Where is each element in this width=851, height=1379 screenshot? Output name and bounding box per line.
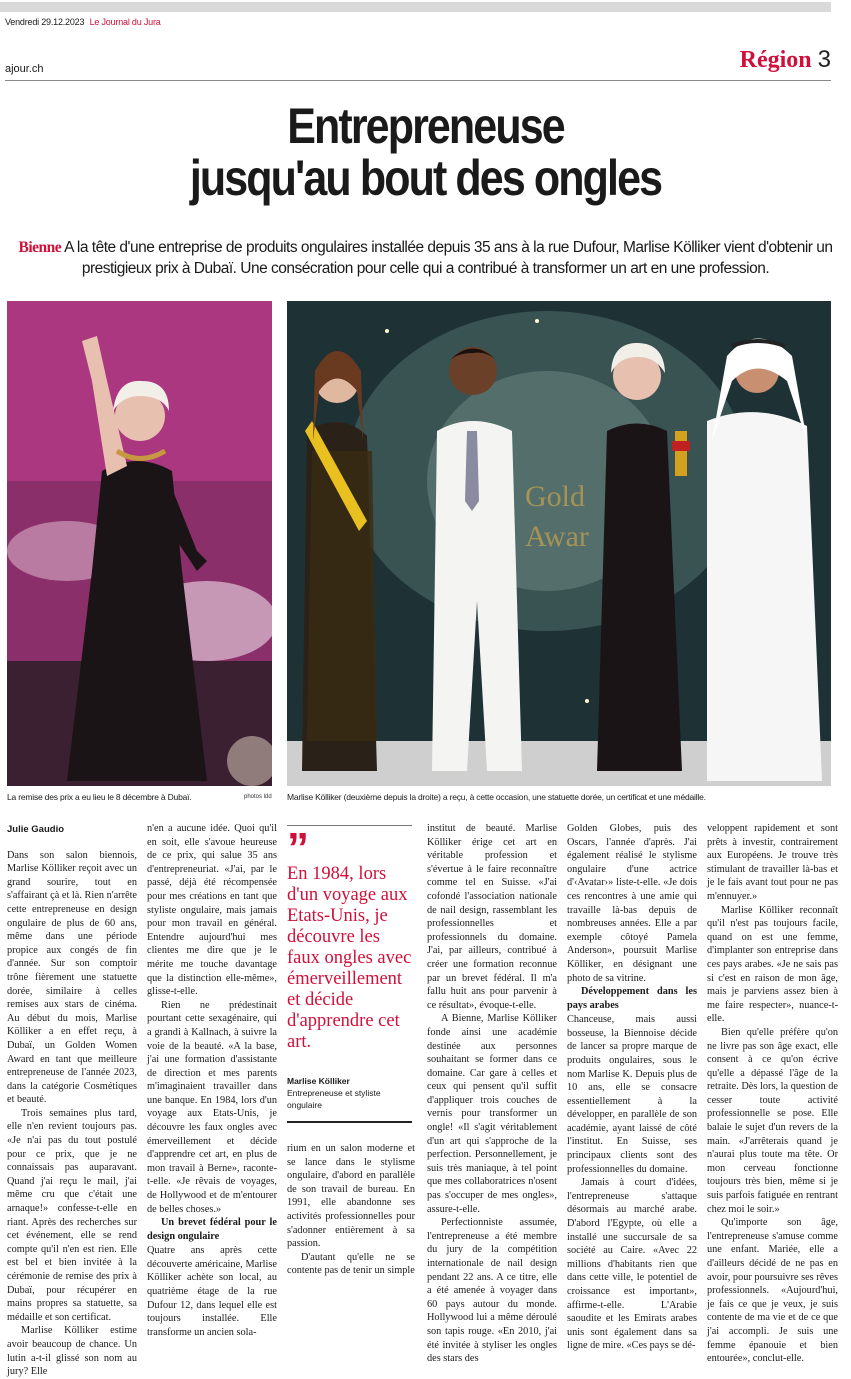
paragraph: Rien ne prédestinait pourtant cette sexagénaire, qui a grandi à Kallnach, à suivre la voie de la beauté. «A la base, j'ai une formation d'assistante de direction et mes parents m'imaginaient travailler dans une banque. En 1984, lors d'un voyage aux Etats-Unis, je découvre les faux ongles avec émerveillement et décide d'apprendre cet art, en plus de mon travail à Berne», raconte-t-elle. «Je rêvais de voyages, de Hollywood et de m'entourer de belles choses.» <box>147 999 277 1215</box>
svg-text:Gold: Gold <box>525 480 585 513</box>
article-column-6 <box>707 822 838 1366</box>
paragraph: Dans son salon biennois, Marlise Kölliker reçoit avec un grand sourire, tout en s'affairant çà et là. Rien n'arrête cette entrepreneuse en design ongulaire de plus de 60 ans, même dans une période propice aux congés de fin d'année. Sur son comptoir trône fièrement une statuette dorée, similaire à celles remises aux stars de cinéma. Au début du mois, Marlise Kölliker a en effet reçu, à Dubaï, un Golden Women Award en tant que meilleure entrepreneuse de l'année 2023, dans la catégorie Cosmétiques et beauté. <box>7 849 137 1106</box>
photo-award-stage-illustration <box>287 301 831 786</box>
photo-credit: photos ldd <box>244 794 272 800</box>
pull-quote-attribution <box>287 1075 412 1111</box>
paragraph: Marlise Kölliker reconnaît qu'il n'est pas toujours facile, quand on est une femme, d'implanter son entreprise dans ces pays arabes. «Je ne sais pas si c'est en raison de mon âge, mais je parviens assez bien à me faire respecter», nuance-t-elle. <box>707 904 838 1025</box>
dateline <box>5 17 161 27</box>
pull-quote-name: Marlise Kölliker <box>287 1076 350 1086</box>
paragraph: Jamais à court d'idées, l'entrepreneuse s'attaque désormais au marché arabe. D'abord l'Egypte, où elle a installé une succursale de sa société au Caire. «Avec 22 millions d'habitants rien que dans cette ville, le potentiel de croissance est important», affirme-t-elle. L'Arabie saoudite et les Emirats arabes unis sont également dans sa ligne de mire. «Ces pays se dé- <box>567 1177 697 1352</box>
paragraph: Quatre ans après cette découverte américaine, Marlise Kölliker achète son local, au quatrième étage de la rue Dufour 12, dans lequel elle est toujours installée. Elle transforme un ancien sola- <box>147 1245 277 1338</box>
paragraph: rium en un salon moderne et se lance dans le stylisme ongulaire, d'abord en parallèle de son travail de bureau. En 1991, elle abandonne ses activités professionnelles pour s'adonner entièrement à sa passion. <box>287 1143 415 1250</box>
paragraph: Bien qu'elle préfère qu'on ne livre pas son âge exact, elle consent à ce qu'on écrive qu'elle a dépassé l'âge de la retraite. Dès lors, la question de cesser toute activité professionnelle se pose. Elle balaie le sujet d'un revers de la main. «J'arrêterais quand je n'aurai plus toute ma tête. Or mon cerveau fonctionne toujours très bien, même si je suis parfois fatiguée en rentrant chez moi le soir.» <box>707 1026 838 1215</box>
website-link[interactable]: ajour.ch <box>5 63 44 75</box>
paragraph: Trois semaines plus tard, elle n'en revient toujours pas. «Je n'ai pas du tout postulé pour ce prix, que je ne connaissais pas auparavant. Quand j'ai reçu le mail, j'ai même cru que c'était une arnaque!» confesse-t-elle en riant. Après des recherches sur cet événement, elle se rend compte qu'il n'en est rien. Elle est bel et bien invitée à la cérémonie de remise des prix à Dubaï, pour récupérer en mains propres sa statuette, sa médaille et son certificat. <box>7 1107 137 1323</box>
paragraph: veloppent rapidement et sont prêts à investir, contrairement aux Européens. Je trouve très stimulant de travailler là-bas et je le fais avant tout pour ne pas m'ennuyer.» <box>707 823 838 902</box>
paragraph: Marlise Kölliker estime avoir beaucoup de chance. Un lutin a-t-il glissé son nom au jury? Elle <box>7 1325 137 1378</box>
paragraph: A Bienne, Marlise Kölliker fonde ainsi une académie destinée aux personnes souhaitant se former dans ce domaine. Car gare à celles et ceux qui pensent qu'il suffit d'appliquer trois couches de vernis pour transformer un ongle! «Il s'agit véritablement d'un art qui s'approche de la perfection. Personnellement, je suis très maniaque, à tel point que mes collaboratrices n'osent pas s'occuper de mes ongles», assure-t-elle. <box>427 1013 557 1215</box>
headline-line-2: jusqu'au bout des ongles <box>189 150 662 206</box>
article-column-4 <box>427 822 557 1366</box>
article-column-2 <box>147 822 277 1339</box>
top-bar <box>0 2 831 12</box>
quote-mark-icon: ” <box>287 824 305 873</box>
pull-quote-text: En 1984, lors d'un voyage aux Etats-Unis, je découvre les faux ongles avec émerveillement et décide d'apprendre cet art. <box>287 864 412 1052</box>
section-name: Région <box>739 47 812 73</box>
photo-woman-waving-illustration <box>7 301 272 786</box>
paragraph: D'autant qu'elle ne se contente pas de tenir un simple <box>287 1251 415 1277</box>
paragraph: n'en a aucune idée. Quoi qu'il en soit, elle s'avoue heureuse de ce prix, qui salue 35 ans d'entrepreneuriat. «J'ai, par le passé, déjà été récompensée pour mes créations en tant que styliste ongulaire, mais jamais pour mon travail en général. Entendre aujourd'hui mes clientes me dire que je le mérite me touche davantage que la distinction elle-même», glisse-t-elle. <box>147 823 277 998</box>
lead-paragraph <box>10 237 841 279</box>
photo2-caption: Marlise Kölliker (deuxième depuis la droite) a reçu, à cette occasion, une statuette dorée, un certificat et une médaille. <box>287 792 706 802</box>
paragraph: Chanceuse, mais aussi bosseuse, la Biennoise décide de lancer sa propre marque de produits ongulaires, sous le nom Marlise K. Depuis plus de 10 ans, elle se consacre essentiellement à la développer, en parallèle de son académie, ayant laissé de côté l'institut. En Suisse, ses principaux clients sont des professionnelles du domaine. <box>567 1014 697 1175</box>
svg-text:Awar: Awar <box>525 520 589 553</box>
pull-quote-role: Entrepreneuse et styliste ongulaire <box>287 1088 381 1110</box>
page-number: 3 <box>817 46 831 73</box>
subheading-brevet: Un brevet fédéral pour le design ongulaire <box>147 1217 277 1243</box>
header-rule <box>5 80 831 81</box>
pull-quote <box>287 825 412 1123</box>
paragraph: Golden Globes, puis des Oscars, l'année d'après. J'ai également réalisé le stylisme ongulaire d'une actrice d'‹Avatar›» liste-t-elle. «Je dois ces rencontres à une amie qui travaille là-bas depuis de nombreuses années. Elle a par exemple côtoyé Pamela Anderson», poursuit Marlise Kölliker, en désignant une photo de sa vitrine. <box>567 823 697 984</box>
paragraph: institut de beauté. Marlise Kölliker érige cet art en véritable profession et s'évertue à le faire reconnaître comme tel en Suisse. «J'ai cofondé l'association nationale de nail design, rassemblant les professionnelles et professionnels du domaine. J'ai, par ailleurs, contribué à créer une formation reconnue par un brevet fédéral. Il m'a fallu huit ans pour parvenir à ce résultat», évoque-t-elle. <box>427 823 557 1011</box>
headline <box>60 100 792 204</box>
paragraph: Qu'importe son âge, l'entrepreneuse s'amuse comme une enfant. Mariée, elle a d'ailleurs décidé de ne pas en avoir, pour poursuivre ses rêves professionnels. «Aujourd'hui, je fais ce que je veux, je suis contente de ma vie et de ce que j'ai accompli. Je suis une femme épanouie et bien entourée», conclut-elle. <box>707 1217 838 1365</box>
issue-date: Vendredi 29.12.2023 <box>5 17 85 27</box>
article-column-5 <box>567 822 697 1353</box>
photo-award-stage <box>287 301 831 786</box>
article-column-3 <box>287 1142 415 1278</box>
headline-line-1: Entrepreneuse <box>287 98 564 154</box>
photo1-caption: La remise des prix a eu lieu le 8 décembre à Dubaï. <box>7 792 192 802</box>
paragraph: Perfectionniste assumée, l'entrepreneuse a été membre du jury de la compétition internationale de nail design pendant 22 ans. A ce titre, elle a été amenée à voyager dans 60 pays autour du monde. Hollywood lui a même déroulé son tapis rouge. «En 2010, j'ai été invitée à styliser les ongles des stars des <box>427 1217 557 1365</box>
photo-award-ceremony <box>7 301 272 786</box>
pull-quote-rule <box>287 1121 412 1123</box>
newspaper-name: Le Journal du Jura <box>89 17 161 27</box>
article-column-1 <box>7 823 137 1379</box>
section-header <box>740 46 831 74</box>
lead-text: A la tête d'une entreprise de produits ongulaires installée depuis 35 ans à la rue Dufour, Marlise Kölliker vient d'obtenir un prestigieux prix à Dubaï. Une consécration pour celle qui a contribué à transformer un art en une profession. <box>64 239 833 277</box>
subheading-pays-arabes: Développement dans les pays arabes <box>567 986 697 1012</box>
lead-place: Bienne <box>18 239 62 256</box>
byline: Julie Gaudio <box>7 824 65 835</box>
